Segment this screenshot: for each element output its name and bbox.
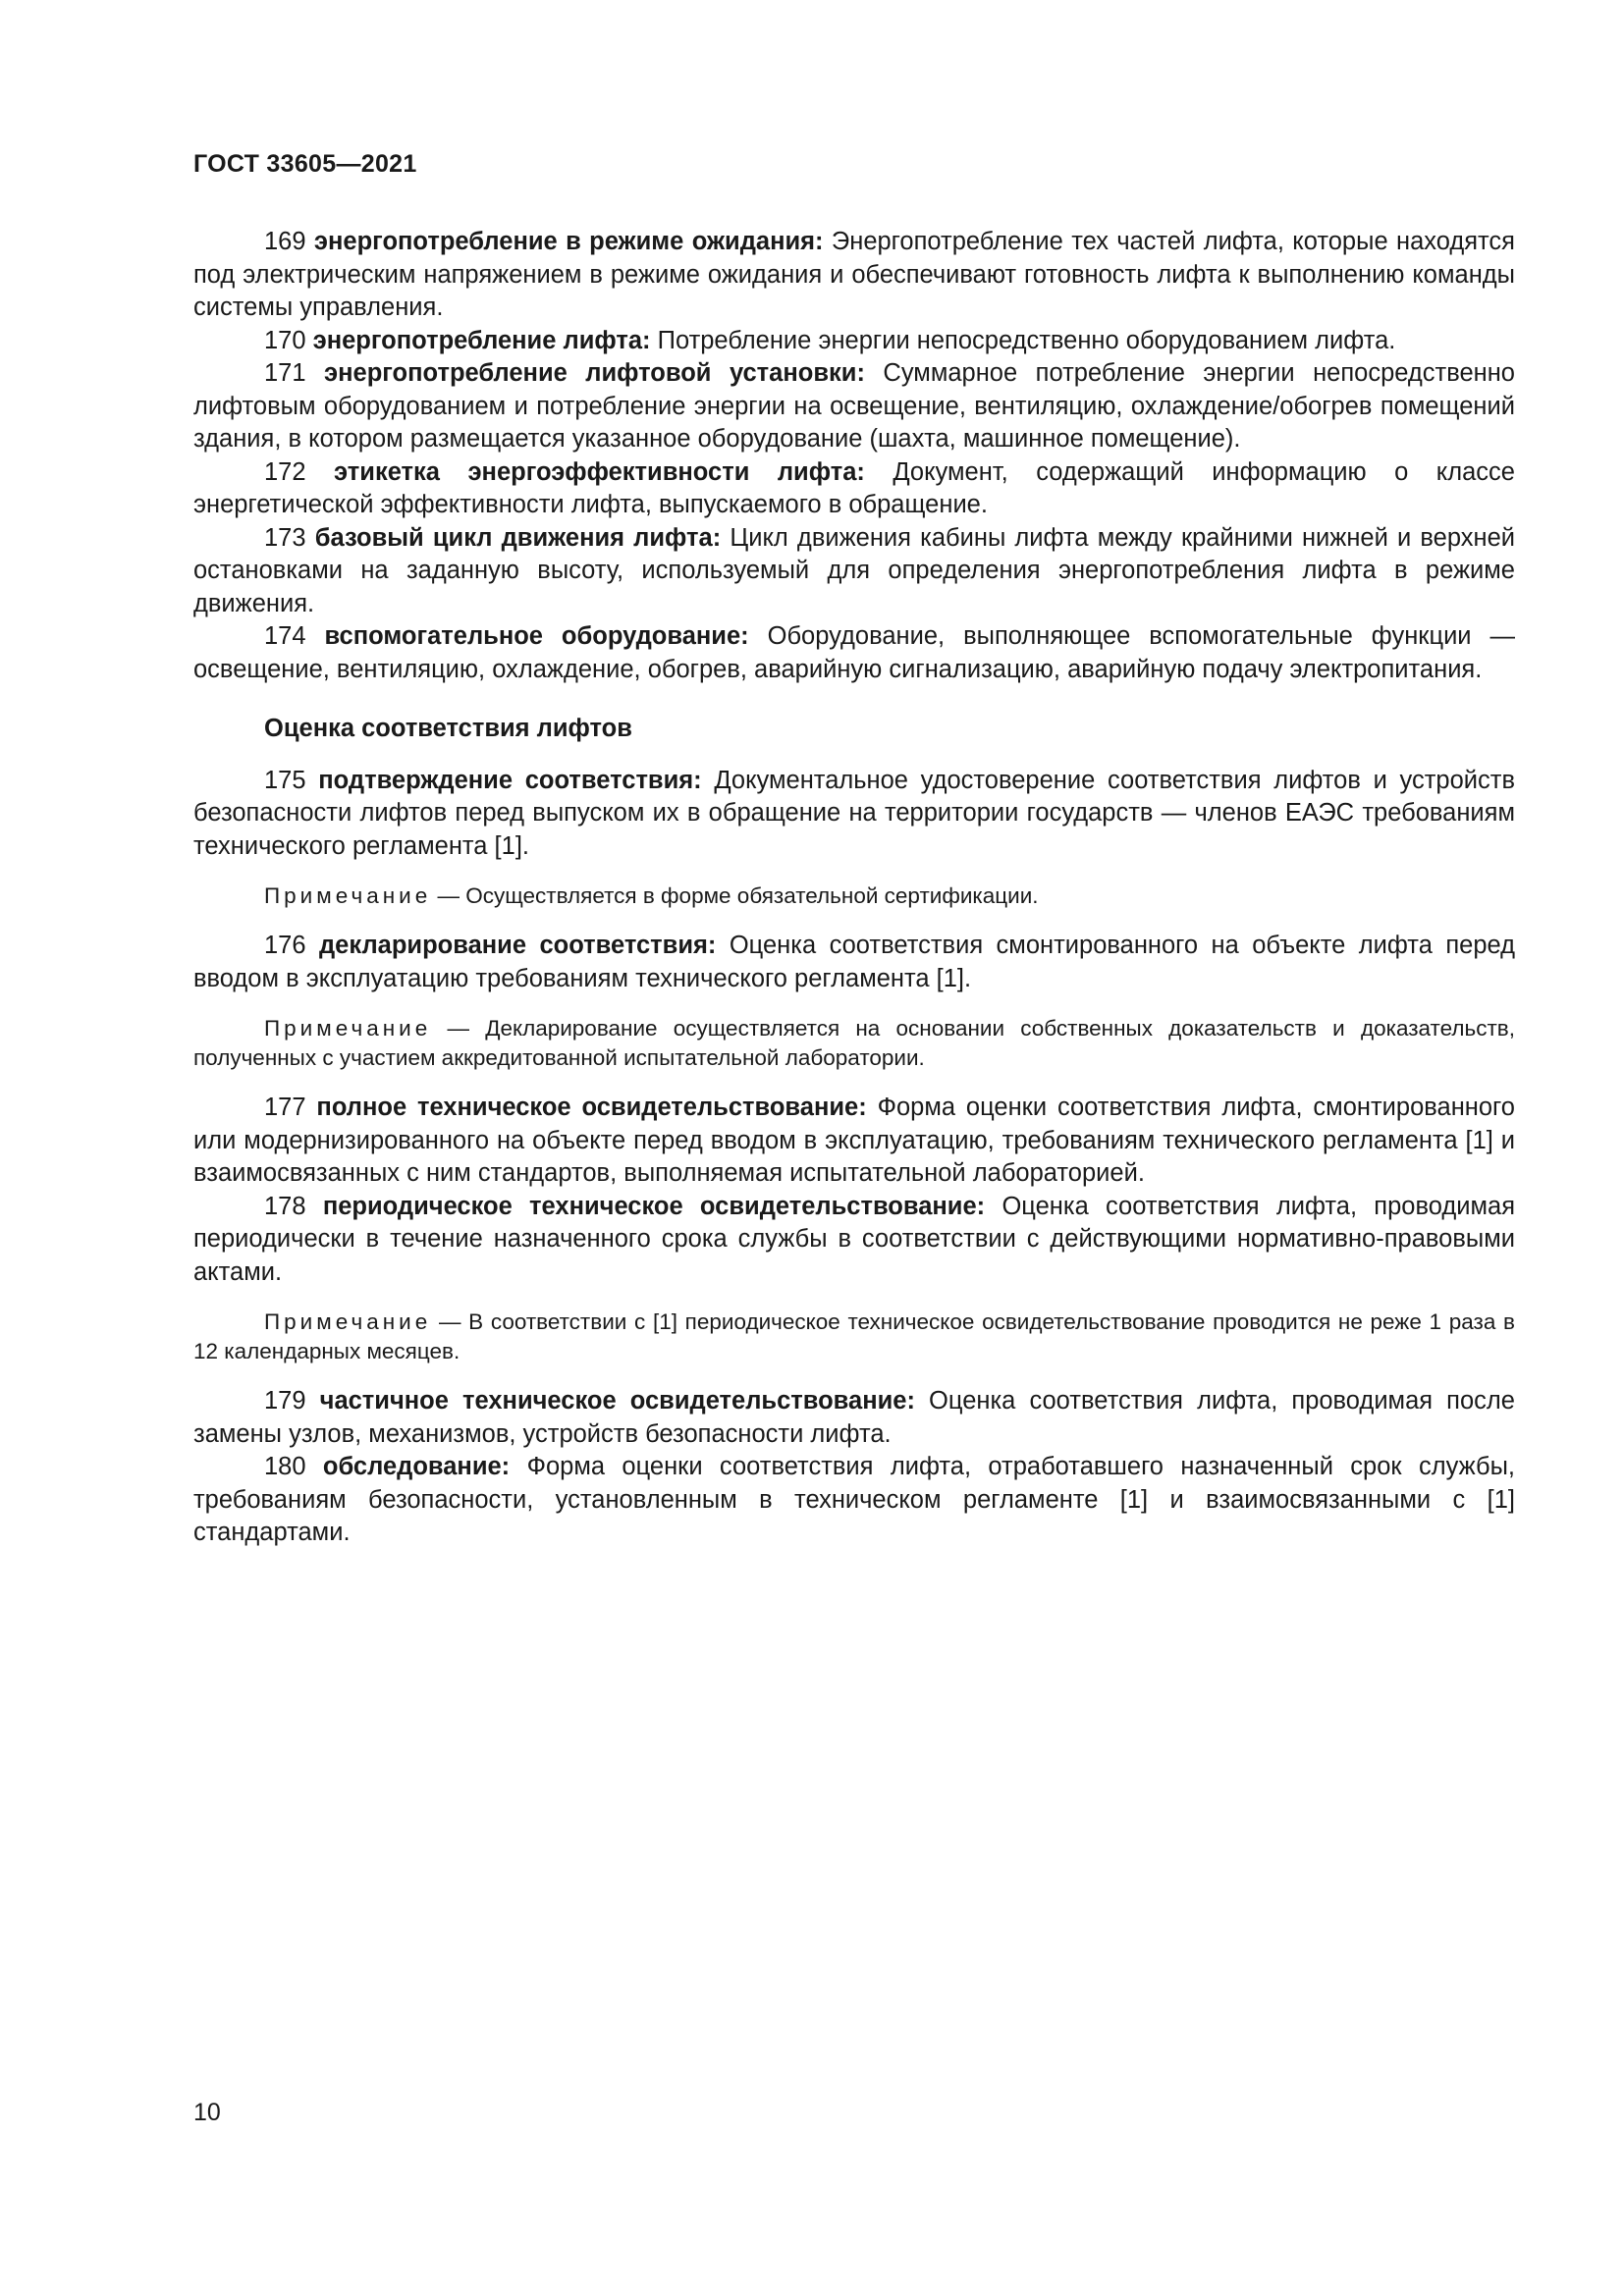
term-title: энергопотребление лифта: bbox=[312, 326, 651, 354]
term-title: декларирование соответствия: bbox=[319, 932, 717, 959]
term-definition: Форма оценки соответствия лифта, отработавшего назначенный срок службы, требованиям безопасности, установленным в техническом регламенте [1] и взаимосвязанными с [1] стандартами. bbox=[193, 1453, 1515, 1546]
term-number: 176 bbox=[264, 932, 306, 959]
term-title: вспомогательное оборудование: bbox=[324, 622, 749, 650]
term-entry-172 bbox=[193, 456, 1515, 522]
term-definition: Документальное удостоверение соответствия лифтов и устройств безопасности лифтов перед выпуском их в обращение на территории государств — членов ЕАЭС требованиям технического регламента [1]. bbox=[193, 766, 1515, 860]
term-number: 178 bbox=[264, 1192, 306, 1220]
term-definition: Суммарное потребление энергии непосредственно лифтовым оборудованием и потребление энергии на освещение, вентиляцию, охлаждение/обогрев помещений здания, в котором размещается указанное оборудование (шахта, машинное помещение). bbox=[193, 359, 1515, 453]
term-definition: Форма оценки соответствия лифта, смонтированного или модернизированного на объекте перед вводом в эксплуатацию, требованиям технического регламента [1] и взаимосвязанных с ним стандартов, выполняемая испытательной лабораторией. bbox=[193, 1094, 1515, 1187]
note-176 bbox=[193, 1014, 1515, 1073]
term-definition: Оценка соответствия лифта, проводимая после замены узлов, механизмов, устройств безопасности лифта. bbox=[193, 1387, 1515, 1448]
term-title: энергопотребление лифтовой установки: bbox=[324, 359, 865, 387]
term-entry-169 bbox=[193, 226, 1515, 325]
note-text: — В соответствии с [1] периодическое техническое освидетельствование проводится не реже 1 раза в 12 календарных месяцев. bbox=[193, 1309, 1515, 1363]
note-text: — Декларирование осуществляется на основании собственных доказательств и доказательств, полученных с участием аккредитованной испытательной лаборатории. bbox=[193, 1016, 1515, 1070]
term-entry-178 bbox=[193, 1191, 1515, 1290]
term-number: 173 bbox=[264, 523, 306, 552]
term-number: 174 bbox=[264, 622, 306, 650]
term-title: этикетка энергоэффективности лифта: bbox=[334, 457, 865, 486]
note-label: Примечание bbox=[264, 1016, 432, 1041]
term-number: 172 bbox=[264, 457, 306, 486]
term-entry-174 bbox=[193, 620, 1515, 686]
term-entry-176 bbox=[193, 930, 1515, 995]
note-label: Примечание bbox=[264, 1309, 432, 1334]
term-title: периодическое техническое освидетельствование: bbox=[322, 1192, 986, 1220]
term-entry-170 bbox=[193, 325, 1515, 358]
document-body bbox=[193, 226, 1515, 1550]
term-entry-171 bbox=[193, 357, 1515, 456]
term-entry-177 bbox=[193, 1092, 1515, 1191]
note-text: — Осуществляется в форме обязательной сертификации. bbox=[437, 883, 1039, 908]
term-number: 180 bbox=[264, 1453, 306, 1480]
term-entry-180 bbox=[193, 1451, 1515, 1550]
document-code: ГОСТ 33605—2021 bbox=[193, 150, 417, 178]
page-number: 10 bbox=[193, 2099, 221, 2126]
term-definition: Документ, содержащий информацию о классе энергетической эффективности лифта, выпускаемого в обращение. bbox=[193, 457, 1515, 518]
term-number: 171 bbox=[264, 359, 306, 387]
note-label: Примечание bbox=[264, 883, 432, 908]
term-entry-173 bbox=[193, 522, 1515, 621]
term-definition: Оценка соответствия лифта, проводимая периодически в течение назначенного срока службы в соответствии с действующими нормативно-правовыми актами. bbox=[193, 1192, 1516, 1286]
term-title: частичное техническое освидетельствование: bbox=[319, 1387, 915, 1415]
term-definition: Потребление энергии непосредственно оборудованием лифта. bbox=[657, 326, 1396, 354]
term-number: 170 bbox=[264, 326, 306, 354]
term-number: 179 bbox=[264, 1387, 306, 1415]
term-number: 175 bbox=[264, 766, 306, 794]
term-definition: Цикл движения кабины лифта между крайними нижней и верхней остановками на заданную высоту, используемый для определения энергопотребления лифта в режиме движения. bbox=[193, 523, 1515, 617]
term-title: подтверждение соответствия: bbox=[318, 766, 702, 794]
term-number: 169 bbox=[264, 228, 306, 255]
note-178 bbox=[193, 1308, 1515, 1366]
section-heading: Оценка соответствия лифтов bbox=[264, 715, 632, 742]
term-entry-179 bbox=[193, 1385, 1515, 1451]
term-title: обследование: bbox=[322, 1453, 511, 1480]
term-definition: Оценка соответствия смонтированного на объекте лифта перед вводом в эксплуатацию требованиям технического регламента [1]. bbox=[193, 932, 1516, 992]
note-175 bbox=[193, 881, 1515, 911]
term-definition: Оборудование, выполняющее вспомогательные функции — освещение, вентиляцию, охлаждение, обогрев, аварийную сигнализацию, аварийную подачу электропитания. bbox=[193, 622, 1515, 683]
term-definition: Энергопотребление тех частей лифта, которые находятся под электрическим напряжением в режиме ожидания и обеспечивают готовность лифта к выполнению команды системы управления. bbox=[193, 228, 1515, 321]
term-entry-175 bbox=[193, 765, 1515, 864]
term-title: базовый цикл движения лифта: bbox=[314, 523, 722, 552]
term-title: полное техническое освидетельствование: bbox=[316, 1094, 867, 1121]
term-title: энергопотребление в режиме ожидания: bbox=[313, 228, 824, 255]
term-number: 177 bbox=[264, 1094, 306, 1121]
